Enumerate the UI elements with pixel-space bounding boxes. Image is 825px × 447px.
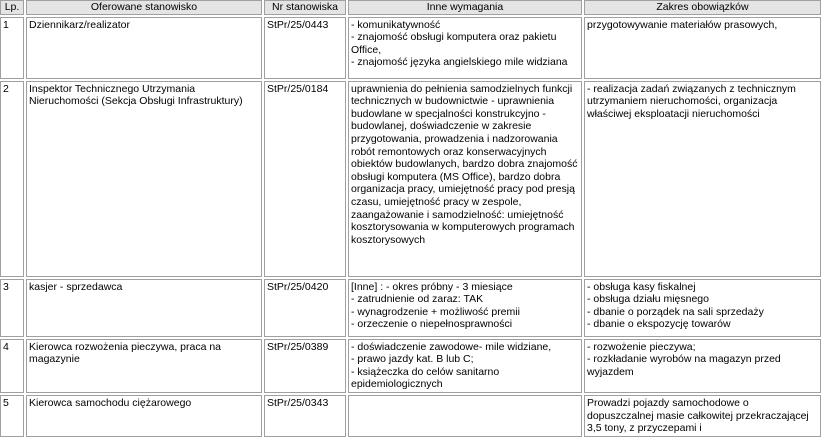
duty-line: przygotowywanie materiałów prasowych, bbox=[587, 18, 778, 31]
header-number: Nr stanowiska bbox=[264, 0, 346, 15]
table-row bbox=[0, 339, 821, 393]
header-row bbox=[0, 0, 821, 15]
lp-value: 2 bbox=[3, 82, 9, 95]
cell-position bbox=[26, 395, 262, 437]
requirements-list bbox=[351, 19, 579, 69]
number-value: StPr/25/0389 bbox=[267, 340, 329, 353]
number-value: StPr/25/0184 bbox=[267, 82, 329, 95]
table-row bbox=[0, 81, 821, 277]
cell-number bbox=[264, 395, 346, 437]
number-value: StPr/25/0343 bbox=[267, 396, 329, 409]
requirement-line: - komunikatywność bbox=[351, 18, 441, 31]
cell-requirements bbox=[348, 81, 582, 277]
header-duties: Zakres obowiązków bbox=[584, 0, 821, 15]
cell-lp bbox=[0, 81, 24, 277]
cell-lp bbox=[0, 17, 24, 79]
position-value: Dziennikarz/realizator bbox=[29, 18, 130, 31]
cell-position bbox=[26, 339, 262, 393]
table-row bbox=[0, 279, 821, 337]
cell-requirements bbox=[348, 395, 582, 437]
requirements-list bbox=[351, 83, 579, 247]
cell-requirements bbox=[348, 17, 582, 79]
cell-position bbox=[26, 279, 262, 337]
requirement-line: uprawnienia do pełnienia samodzielnych funkcji technicznych w budownictwie - uprawnienia budowlane w specjalności konstrukcyjno - budowlanej, doświadczenie w zakresie przygotowania, prowadzenia i nadzorowania robót remontowych oraz konserwacyjnych obiektów budowlanych, bardzo dobra znajomość obsługi komputera (MS Office), bardzo dobra organizacja pracy, umiejętność pracy pod presją czasu, umiejętność pracy w zespole, zaangażowanie i samodzielność: umiejętność kosztorysowania w komputerowych programach kosztorysowych bbox=[351, 82, 578, 246]
duty-line: - dbanie o ekspozycję towarów bbox=[587, 318, 731, 331]
header-lp: Lp. bbox=[0, 0, 24, 15]
position-value: Kierowca rozwożenia pieczywa, praca na magazynie bbox=[29, 340, 222, 366]
header-requirements: Inne wymagania bbox=[348, 0, 582, 15]
duties-list bbox=[587, 83, 818, 121]
requirement-line: - wynagrodzenie + możliwość premii bbox=[351, 305, 520, 318]
cell-duties bbox=[584, 17, 821, 79]
cell-lp bbox=[0, 339, 24, 393]
duties-list bbox=[587, 19, 818, 32]
cell-position bbox=[26, 17, 262, 79]
duty-line: - dbanie o porządek na sali sprzedaży bbox=[587, 305, 764, 318]
duty-line: - obsługa działu mięsnego bbox=[587, 293, 709, 306]
requirement-line: [Inne] : - okres próbny - 3 miesiące bbox=[351, 280, 513, 293]
cell-requirements bbox=[348, 279, 582, 337]
duty-line: - realizacja zadań związanych z technicznym utrzymaniem nieruchomości, organizacja właściwej eksploatacji nieruchomości bbox=[587, 82, 796, 120]
table-row bbox=[0, 17, 821, 79]
cell-number bbox=[264, 17, 346, 79]
header-position: Oferowane stanowisko bbox=[26, 0, 262, 15]
table-row bbox=[0, 395, 821, 437]
duty-line: - rozwożenie pieczywa; bbox=[587, 340, 696, 353]
duties-list bbox=[587, 397, 818, 435]
lp-value: 4 bbox=[3, 340, 9, 353]
position-value: kasjer - sprzedawca bbox=[29, 280, 123, 293]
cell-duties bbox=[584, 279, 821, 337]
cell-requirements bbox=[348, 339, 582, 393]
requirement-line: - znajomość obsługi komputera oraz pakietu Office, bbox=[351, 31, 557, 56]
requirement-line: - zatrudnienie od zaraz: TAK bbox=[351, 293, 484, 306]
requirement-line: - prawo jazdy kat. B lub C; bbox=[351, 353, 474, 366]
number-value: StPr/25/0420 bbox=[267, 280, 329, 293]
requirement-line: - książeczka do celów sanitarno epidemiologicznych bbox=[351, 365, 500, 391]
lp-value: 3 bbox=[3, 280, 9, 293]
cell-number bbox=[264, 339, 346, 393]
cell-duties bbox=[584, 395, 821, 437]
cell-duties bbox=[584, 339, 821, 393]
duty-line: - rozkładanie wyrobów na magazyn przed wyjazdem bbox=[587, 353, 781, 378]
requirement-line: - orzeczenie o niepełnosprawności bbox=[351, 318, 513, 331]
cell-lp bbox=[0, 395, 24, 437]
position-value: Kierowca samochodu ciężarowego bbox=[29, 396, 192, 409]
duty-line: Prowadzi pojazdy samochodowe o dopuszczalnej masie całkowitej przekraczającej 3,5 tony, z przyczepami i bbox=[587, 396, 809, 435]
requirement-line: - doświadczenie zawodowe- mile widziane, bbox=[351, 340, 552, 353]
position-value: Inspektor Technicznego Utrzymania Nieruchomości (Sekcja Obsługi Infrastruktury) bbox=[29, 82, 243, 108]
cell-lp bbox=[0, 279, 24, 337]
requirements-list bbox=[351, 281, 579, 331]
duties-list bbox=[587, 341, 818, 379]
requirements-list bbox=[351, 341, 579, 391]
duties-list bbox=[587, 281, 818, 331]
lp-value: 5 bbox=[3, 396, 9, 409]
cell-position bbox=[26, 81, 262, 277]
duty-line: - obsługa kasy fiskalnej bbox=[587, 280, 696, 293]
number-value: StPr/25/0443 bbox=[267, 18, 329, 31]
requirement-line: - znajomość języka angielskiego mile widziana bbox=[351, 56, 568, 69]
cell-number bbox=[264, 81, 346, 277]
cell-duties bbox=[584, 81, 821, 277]
lp-value: 1 bbox=[3, 18, 9, 31]
cell-number bbox=[264, 279, 346, 337]
